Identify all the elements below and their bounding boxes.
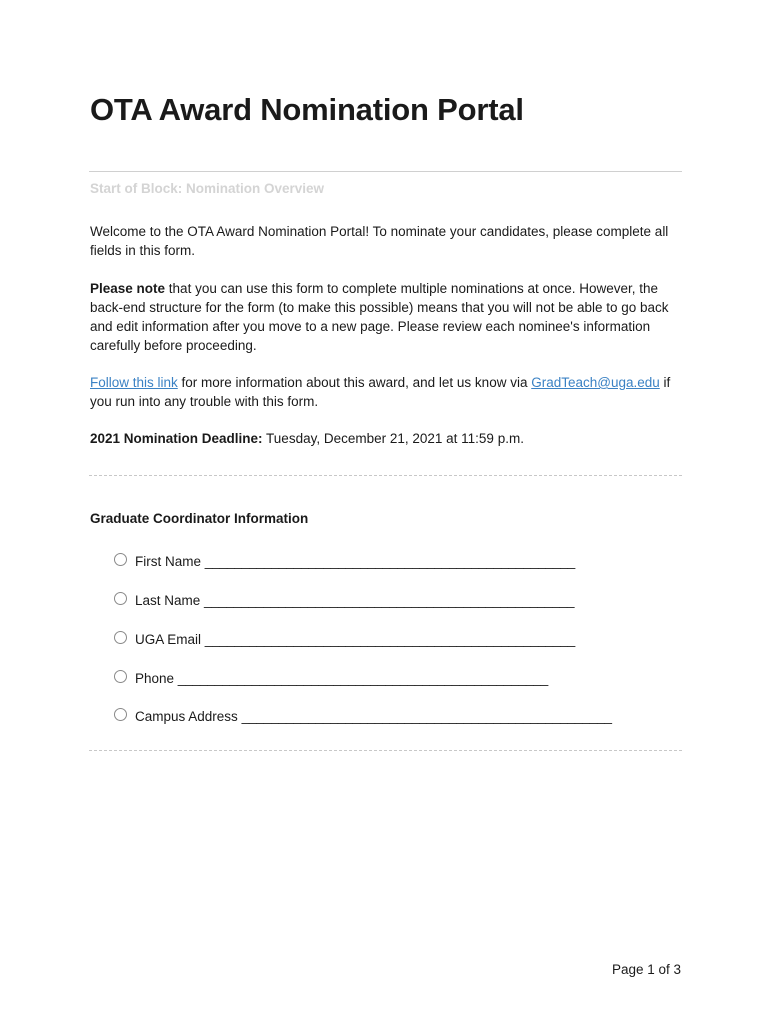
last-name-input[interactable]: __________________________________________________ — [204, 592, 575, 608]
uga-email-field[interactable] — [114, 629, 575, 649]
section-title: Graduate Coordinator Information — [90, 511, 309, 526]
radio-circle-icon[interactable] — [114, 631, 127, 644]
uga-email-input[interactable]: __________________________________________________ — [204, 631, 576, 647]
phone-input[interactable]: __________________________________________________ — [177, 670, 549, 686]
field-label: Last Name — [135, 592, 205, 608]
page-title: OTA Award Nomination Portal — [90, 92, 524, 127]
field-label: Phone — [135, 670, 178, 686]
email-link[interactable]: GradTeach@uga.edu — [531, 375, 660, 390]
section-divider — [89, 475, 682, 476]
radio-circle-icon[interactable] — [114, 592, 127, 605]
note-text: that you can use this form to complete multiple nominations at once. However, the back-end structure for the form (to make this possible) means that you will not be able to go back and edit information after you move to a new page. Please review each nominee's information carefully before proceeding. — [90, 281, 669, 353]
field-label: UGA Email — [135, 631, 205, 647]
divider — [89, 171, 682, 172]
last-name-field[interactable] — [114, 590, 574, 610]
campus-address-field[interactable] — [114, 706, 612, 726]
deadline-paragraph — [90, 429, 690, 448]
info-middle-text: for more information about this award, and let us know via — [177, 375, 532, 390]
field-label: First Name — [135, 553, 205, 569]
info-end-text: if you run into any trouble with this form. — [90, 375, 671, 409]
deadline-label: 2021 Nomination Deadline: — [90, 431, 263, 446]
info-paragraph — [90, 373, 690, 411]
first-name-field[interactable] — [114, 551, 575, 571]
radio-circle-icon[interactable] — [114, 708, 127, 721]
note-paragraph — [90, 279, 690, 355]
welcome-paragraph: Welcome to the OTA Award Nomination Portal! To nominate your candidates, please complete all fields in this form. — [90, 224, 669, 258]
section-divider — [89, 750, 682, 751]
deadline-value: Tuesday, December 21, 2021 at 11:59 p.m. — [262, 431, 524, 446]
note-bold: Please note — [90, 281, 166, 296]
follow-link[interactable]: Follow this link — [90, 375, 178, 390]
block-label: Start of Block: Nomination Overview — [90, 181, 325, 196]
campus-address-input[interactable]: __________________________________________________ — [241, 708, 612, 724]
phone-field[interactable] — [114, 668, 548, 688]
radio-circle-icon[interactable] — [114, 553, 127, 566]
page-number: Page 1 of 3 — [611, 962, 681, 977]
first-name-input[interactable]: __________________________________________________ — [204, 553, 576, 569]
radio-circle-icon[interactable] — [114, 670, 127, 683]
field-label: Campus Address — [135, 708, 242, 724]
